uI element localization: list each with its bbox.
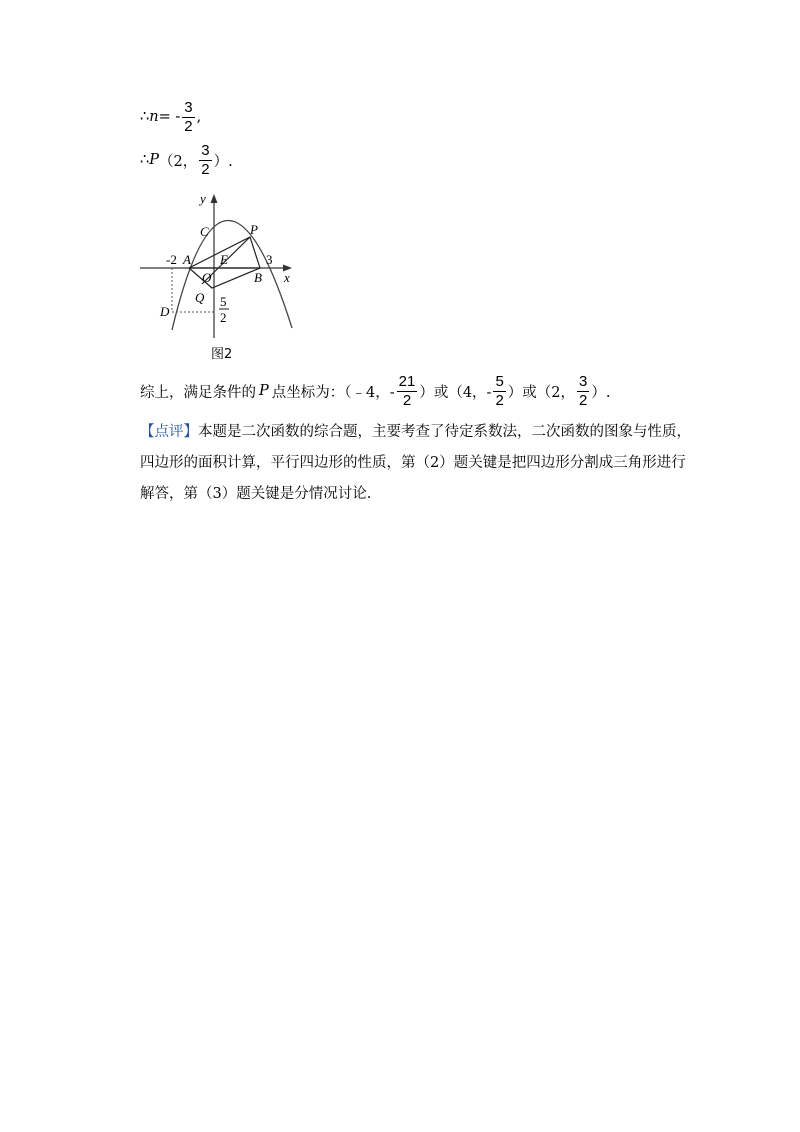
comment-text-2: 四边形的面积计算，平行四边形的性质，第（2）题关键是把四边形分割成三角形进行 [140, 455, 686, 471]
label-e: E [220, 252, 228, 267]
point-close: ）. [213, 153, 233, 170]
summary-text-5: ）. [591, 384, 611, 401]
comment-text-1: 本题是二次函数的综合题，主要考查了待定系数法，二次函数的图象与性质， [198, 424, 691, 440]
fraction-denominator: 2 [184, 117, 193, 135]
point-open: （2， [159, 153, 198, 170]
fraction-numerator: 3 [201, 142, 210, 159]
fraction-numerator: 5 [495, 373, 504, 390]
fraction-denominator: 2 [579, 391, 588, 409]
comma: , [196, 109, 202, 126]
comment-tag: 【点评】 [140, 424, 198, 440]
comment-line-1 [140, 420, 691, 441]
label-b: B [254, 270, 262, 285]
figure-2-graph [136, 190, 296, 342]
summary-text-2: 点坐标为：（﹣4，- [271, 384, 395, 401]
variable-n: n [149, 109, 159, 126]
label-d: D [160, 304, 170, 319]
fraction-3-2 [182, 100, 194, 135]
y-axis-arrow [211, 194, 218, 203]
label-c: C [200, 224, 209, 239]
summary-line [140, 374, 610, 409]
fraction-numerator: 21 [398, 373, 416, 390]
label-q: Q [195, 290, 205, 305]
equals-minus: = - [158, 109, 181, 126]
label-frac-5-den: 2 [220, 310, 227, 325]
label-frac-5-num: 5 [220, 294, 227, 309]
summary-text-4: ）或（2， [507, 384, 576, 401]
fraction-3-2 [199, 143, 211, 178]
variable-p: P [259, 383, 269, 400]
label-a: A [183, 252, 191, 267]
therefore-symbol: ∴ [140, 152, 150, 169]
figure-caption: 图2 [211, 347, 233, 362]
comment-line-3 [140, 482, 371, 503]
label-x: x [284, 270, 290, 285]
fraction-numerator: 3 [184, 99, 193, 116]
solution-line-n [140, 100, 201, 135]
label-p: P [250, 222, 258, 237]
therefore-symbol: ∴ [140, 109, 150, 126]
fraction-denominator: 2 [402, 391, 412, 409]
solution-line-p [140, 143, 233, 178]
label-neg2: -2 [166, 252, 177, 267]
parabola-curve [172, 220, 292, 330]
comment-line-2 [140, 451, 686, 472]
fraction-denominator: 2 [495, 391, 504, 409]
fraction-5-2 [493, 374, 505, 409]
summary-text-1: 综上，满足条件的 [140, 384, 256, 401]
fraction-21-2 [397, 374, 418, 409]
label-o: O [202, 270, 212, 285]
variable-p: P [149, 152, 159, 169]
fraction-denominator: 2 [201, 160, 210, 178]
comment-text-3: 解答，第（3）题关键是分情况讨论. [140, 486, 372, 502]
label-y: y [200, 191, 206, 206]
fraction-3-2 [577, 374, 589, 409]
label-three: 3 [266, 252, 273, 267]
summary-text-3: ）或（4，- [419, 384, 492, 401]
fraction-numerator: 3 [579, 373, 588, 390]
